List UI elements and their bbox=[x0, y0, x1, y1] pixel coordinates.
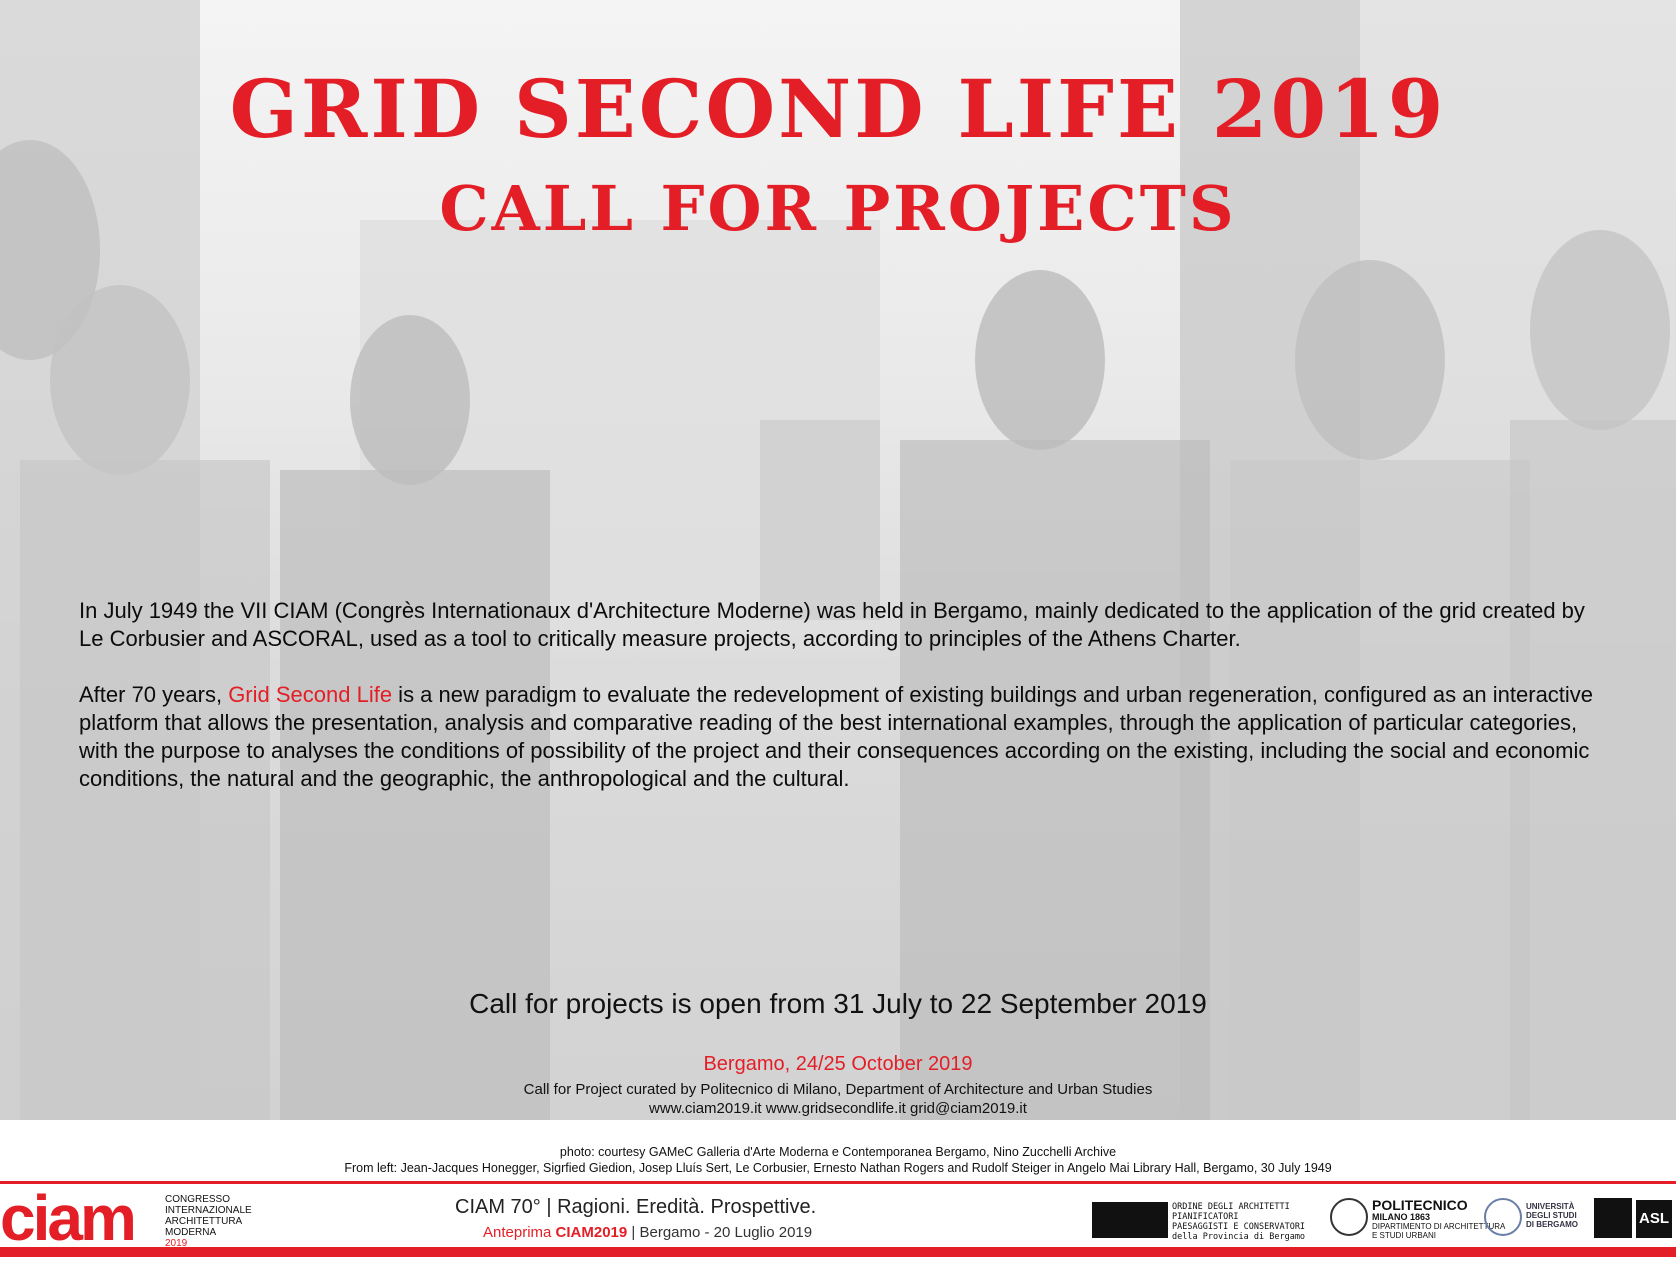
description-body: is a new paradigm to evaluate the redevelopment of existing buildings and urban regeneration, configured as an interactive platform that allows the presentation, analysis and comparative reading of the best international examples, through the application of particular categories, with the purpose to analyses the conditions of possibility of the project and their consequences according on the existing, including the social and economic conditions, the natural and the geographic, the anthropological and the cultural. bbox=[79, 682, 1594, 791]
unibg-line: DI BERGAMO bbox=[1526, 1220, 1578, 1229]
ciam-logo: ciam bbox=[0, 1182, 134, 1254]
ordine-line: PAESAGGISTI E CONSERVATORI bbox=[1172, 1222, 1306, 1232]
ordine-line: della Provincia di Bergamo bbox=[1172, 1232, 1306, 1242]
anniversary-brand: CIAM2019 bbox=[555, 1224, 628, 1241]
polimi-name: POLITECNICO bbox=[1372, 1197, 1468, 1213]
ordine-architetti-logo-icon bbox=[1092, 1202, 1168, 1238]
unibg-text bbox=[1526, 1202, 1578, 1229]
unibg-seal-icon bbox=[1484, 1198, 1522, 1236]
photo-credit: photo: courtesy GAMeC Galleria d'Arte Moderna e Contemporanea Bergamo, Nino Zucchelli Archive bbox=[559, 1145, 1117, 1159]
anniversary-prefix: Anteprima bbox=[483, 1224, 556, 1241]
polimi-city: MILANO 1863 bbox=[1372, 1212, 1431, 1222]
description-lead: After 70 years, bbox=[79, 682, 229, 707]
call-open-dates: Call for projects is open from 31 July to 22 September 2019 bbox=[469, 988, 1207, 1019]
event-date: Bergamo, 24/25 October 2019 bbox=[703, 1053, 973, 1075]
contact-websites: www.ciam2019.it www.gridsecondlife.it grid@ciam2019.it bbox=[649, 1100, 1027, 1117]
ciam-logo-subtitle bbox=[165, 1194, 252, 1249]
anniversary-line bbox=[483, 1224, 812, 1241]
polimi-dept-line: DIPARTIMENTO DI ARCHITETTURA bbox=[1372, 1222, 1506, 1231]
curated-by: Call for Project curated by Politecnico di Milano, Department of Architecture and Urban Studies bbox=[523, 1081, 1153, 1098]
asl-logo: ASL bbox=[1636, 1200, 1672, 1238]
intro-paragraph: In July 1949 the VII CIAM (Congrès Internationaux d'Architecture Moderne) was held in Bergamo, mainly dedicated to the application of the grid created by Le Corbusier and ASCORAL, used as a tool to critically measure projects, according to principles of the Athens Charter. bbox=[79, 598, 1585, 651]
ordine-architetti-text bbox=[1172, 1202, 1305, 1242]
grid-second-life-highlight: Grid Second Life bbox=[228, 682, 393, 707]
unibg-line: DEGLI STUDI bbox=[1526, 1211, 1577, 1220]
ciam-sub-line: ARCHITETTURA bbox=[165, 1216, 243, 1227]
polimi-dept-line: E STUDI URBANI bbox=[1372, 1231, 1437, 1240]
description-paragraph bbox=[79, 681, 1599, 793]
anniversary-rest: | Bergamo - 20 Luglio 2019 bbox=[627, 1224, 813, 1241]
ordine-line: ORDINE DEGLI ARCHITETTI bbox=[1172, 1202, 1290, 1212]
ciam-sub-line: MODERNA bbox=[165, 1227, 217, 1238]
unibg-line: UNIVERSITÀ bbox=[1526, 1202, 1575, 1211]
ciam-sub-line: CONGRESSO bbox=[165, 1194, 231, 1205]
ciam-year: 2019 bbox=[165, 1238, 188, 1249]
poster-title: GRID SECOND LIFE 2019 bbox=[229, 62, 1447, 156]
ordine-line: PIANIFICATORI bbox=[1172, 1212, 1239, 1222]
anniversary-title: CIAM 70° | Ragioni. Eredità. Prospettive. bbox=[455, 1196, 817, 1218]
ciam-sub-line: INTERNAZIONALE bbox=[165, 1205, 252, 1216]
people-credit: From left: Jean-Jacques Honegger, Sigrfied Giedion, Josep Lluís Sert, Le Corbusier, Ernesto Nathan Rogers and Rudolf Steiger in Angelo Mai Library Hall, Bergamo, 30 July 1949 bbox=[344, 1161, 1332, 1175]
architects-collective-logo-icon bbox=[1594, 1198, 1632, 1238]
politecnico-seal-icon bbox=[1330, 1198, 1368, 1236]
poster-subtitle: CALL FOR PROJECTS bbox=[439, 172, 1237, 245]
sponsor-footer bbox=[0, 1181, 1676, 1257]
